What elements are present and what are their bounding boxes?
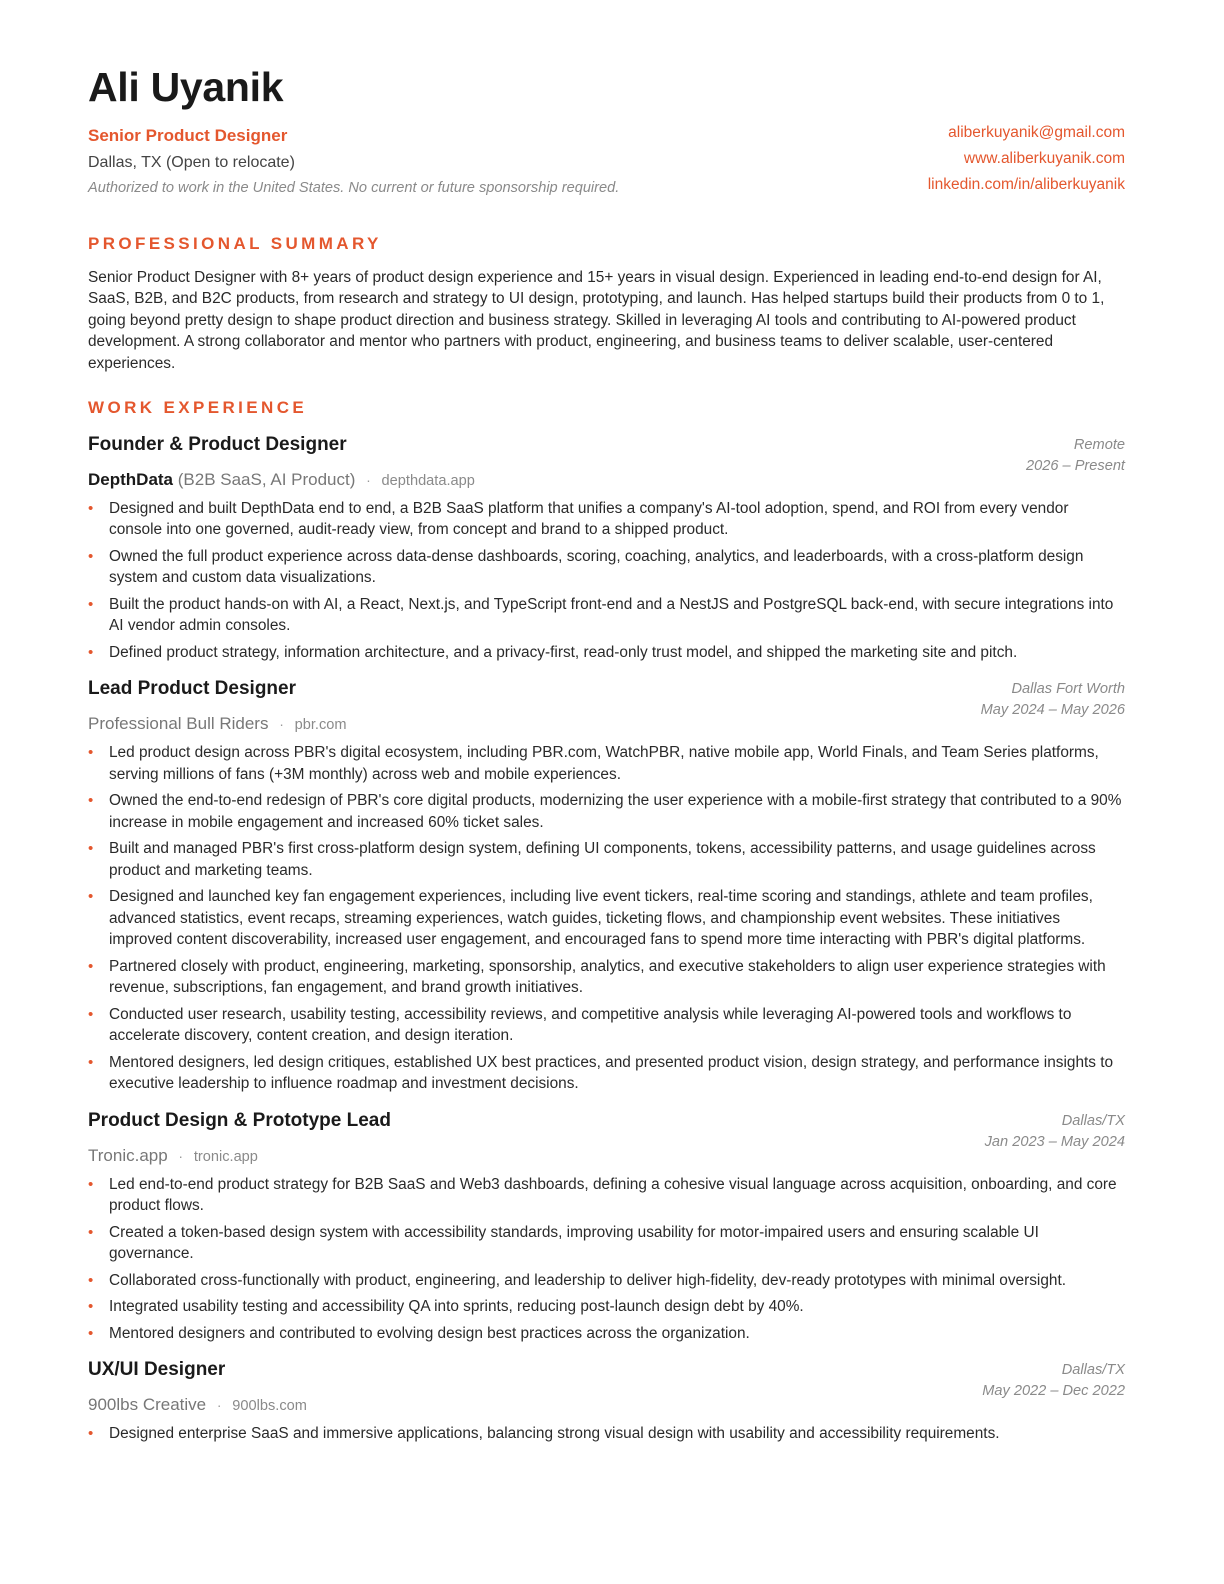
company-name: DepthData <box>88 470 174 490</box>
job-bullets <box>88 1174 1125 1345</box>
job-entry <box>88 1358 1125 1444</box>
job-location: Dallas/TX <box>1061 1362 1125 1379</box>
company-name: Tronic.app <box>88 1145 168 1165</box>
job-meta <box>982 1360 1125 1402</box>
bullet-item: • Mentored designers and contributed to evolving design best practices across the organization. <box>88 1323 1125 1344</box>
bullet-item: • Conducted user research, usability testing, accessibility reviews, and competitive analysis while leveraging AI-powered tools and workflows to accelerate discovery, content creation, and design iteration. <box>88 1004 1125 1047</box>
company-url: 900lbs.com <box>232 1398 307 1415</box>
job-bullets <box>88 1423 1125 1444</box>
bullet-item: • Collaborated cross-functionally with product, engineering, and leadership to deliver high-fidelity, dev-ready prototypes with minimal oversight. <box>88 1270 1125 1291</box>
linkedin-link[interactable]: linkedin.com/in/aliberkuyanik <box>927 176 1125 193</box>
job-bullets <box>88 742 1125 1094</box>
job-dates: Jan 2023 – May 2024 <box>984 1133 1125 1150</box>
bullet-item: • Built and managed PBR's first cross-platform design system, defining UI components, tokens, accessibility patterns, and usage guidelines across product and marketing teams. <box>88 838 1125 881</box>
company-url: depthdata.app <box>381 473 475 490</box>
job-entry <box>88 1109 1125 1345</box>
candidate-role: Senior Product Designer <box>88 126 288 145</box>
job-dates: 2026 – Present <box>1026 458 1125 475</box>
job-title: Founder & Product Designer <box>88 434 347 456</box>
bullet-item: • Integrated usability testing and accessibility QA into sprints, reducing post-launch design debt by 40%. <box>88 1296 1125 1317</box>
bullet-item: • Designed and launched key fan engagement experiences, including live event tickers, real-time scoring and standings, athlete and team profiles, advanced statistics, event recaps, streaming experiences, watch guides, ticketing flows, and championship event websites. These initiatives improved content discoverability, increased user engagement, and encouraged fans to spend more time interacting with PBR's digital platforms. <box>88 886 1125 950</box>
email-link[interactable]: aliberkuyanik@gmail.com <box>948 124 1125 141</box>
summary-heading: PROFESSIONAL SUMMARY <box>88 234 382 253</box>
company-url: tronic.app <box>193 1148 258 1165</box>
bullet-item: • Designed enterprise SaaS and immersive applications, balancing strong visual design with usability and accessibility requirements. <box>88 1423 1125 1444</box>
job-dates: May 2022 – Dec 2022 <box>982 1383 1125 1400</box>
bullet-item: • Led product design across PBR's digital ecosystem, including PBR.com, WatchPBR, native mobile app, World Finals, and Team Series platforms, serving millions of fans (+3M monthly) across web and mobile experiences. <box>88 742 1125 785</box>
resume-header <box>88 62 1125 214</box>
job-meta <box>1026 435 1125 477</box>
company-name: 900lbs Creative <box>88 1395 207 1415</box>
job-title: Product Design & Prototype Lead <box>88 1109 391 1131</box>
company-line <box>88 1395 1125 1416</box>
job-meta <box>985 1111 1125 1153</box>
work-experience-heading: WORK EXPERIENCE <box>88 398 308 418</box>
candidate-name: Ali Uyanik <box>88 64 284 110</box>
job-location: Dallas Fort Worth <box>1011 681 1125 698</box>
bullet-item: • Partnered closely with product, engineering, marketing, sponsorship, analytics, and executive stakeholders to align user experience strategies with revenue, subscriptions, fan engagement, and brand growth initiatives. <box>88 956 1125 999</box>
company-description: (B2B SaaS, AI Product) <box>177 470 356 490</box>
bullet-item: • Defined product strategy, information architecture, and a privacy-first, read-only trust model, and shipped the marketing site and pitch. <box>88 642 1125 663</box>
job-title: UX/UI Designer <box>88 1359 226 1381</box>
job-title: Lead Product Designer <box>88 678 296 700</box>
candidate-location: Dallas, TX (Open to relocate) <box>88 154 295 171</box>
separator-dot: · <box>279 716 284 733</box>
job-location: Remote <box>1073 437 1125 454</box>
job-bullets <box>88 498 1125 663</box>
job-dates: May 2024 – May 2026 <box>980 702 1125 719</box>
job-entry <box>88 677 1125 1094</box>
work-authorization: Authorized to work in the United States. No current or future sponsorship required. <box>88 180 620 196</box>
bullet-item: • Designed and built DepthData end to end, a B2B SaaS platform that unifies a company's AI-tool adoption, spend, and ROI from every vendor console into one governed, audit-ready view, from concept and brand to a shipped product. <box>88 498 1125 541</box>
bullet-item: • Owned the end-to-end redesign of PBR's core digital products, modernizing the user experience with a mobile-first strategy that contributed to a 90% increase in mobile engagement and increased 60% ticket sales. <box>88 790 1125 833</box>
company-line <box>88 714 1125 735</box>
company-line <box>88 470 1125 491</box>
website-link[interactable]: www.aliberkuyanik.com <box>963 150 1125 167</box>
bullet-item: • Led end-to-end product strategy for B2B SaaS and Web3 dashboards, defining a cohesive visual language across acquisition, onboarding, and core product flows. <box>88 1174 1125 1217</box>
company-url: pbr.com <box>294 717 347 734</box>
job-entry <box>88 433 1125 663</box>
company-name: Professional Bull Riders <box>88 714 269 734</box>
job-meta <box>981 679 1125 721</box>
separator-dot: · <box>178 1147 184 1164</box>
job-location: Dallas/TX <box>1061 1112 1125 1129</box>
summary-text: Senior Product Designer with 8+ years of product design experience and 15+ years in visual design. Experienced in leading end-to-end design for AI, SaaS, B2B, and B2C products, from research and strategy to UI design, prototyping, and launch. Has helped startups build their products from 0 to 1, going beyond pretty design to shape product direction and business strategy. Skilled in leveraging AI tools and contributing to AI-powered product development. A strong collaborator and mentor who partners with product, engineering, and business teams to deliver scalable, user-centered experiences. <box>88 269 1105 372</box>
bullet-item: • Created a token-based design system with accessibility standards, improving usability for motor-impaired users and ensuring scalable UI governance. <box>88 1222 1125 1265</box>
separator-dot: · <box>216 1397 222 1414</box>
bullet-item: • Owned the full product experience across data-dense dashboards, scoring, coaching, analytics, and leaderboards, with a cross-platform design system and custom data visualizations. <box>88 546 1125 589</box>
bullet-item: • Built the product hands-on with AI, a React, Next.js, and TypeScript front-end and a NestJS and PostgreSQL back-end, with secure integrations into AI vendor admin consoles. <box>88 594 1125 637</box>
separator-dot: · <box>366 472 371 489</box>
contact-block <box>928 120 1125 198</box>
company-line <box>88 1146 1125 1167</box>
bullet-item: • Mentored designers, led design critiques, established UX best practices, and presented product vision, design strategy, and performance insights to executive leadership to influence roadmap and investment decisions. <box>88 1052 1125 1095</box>
